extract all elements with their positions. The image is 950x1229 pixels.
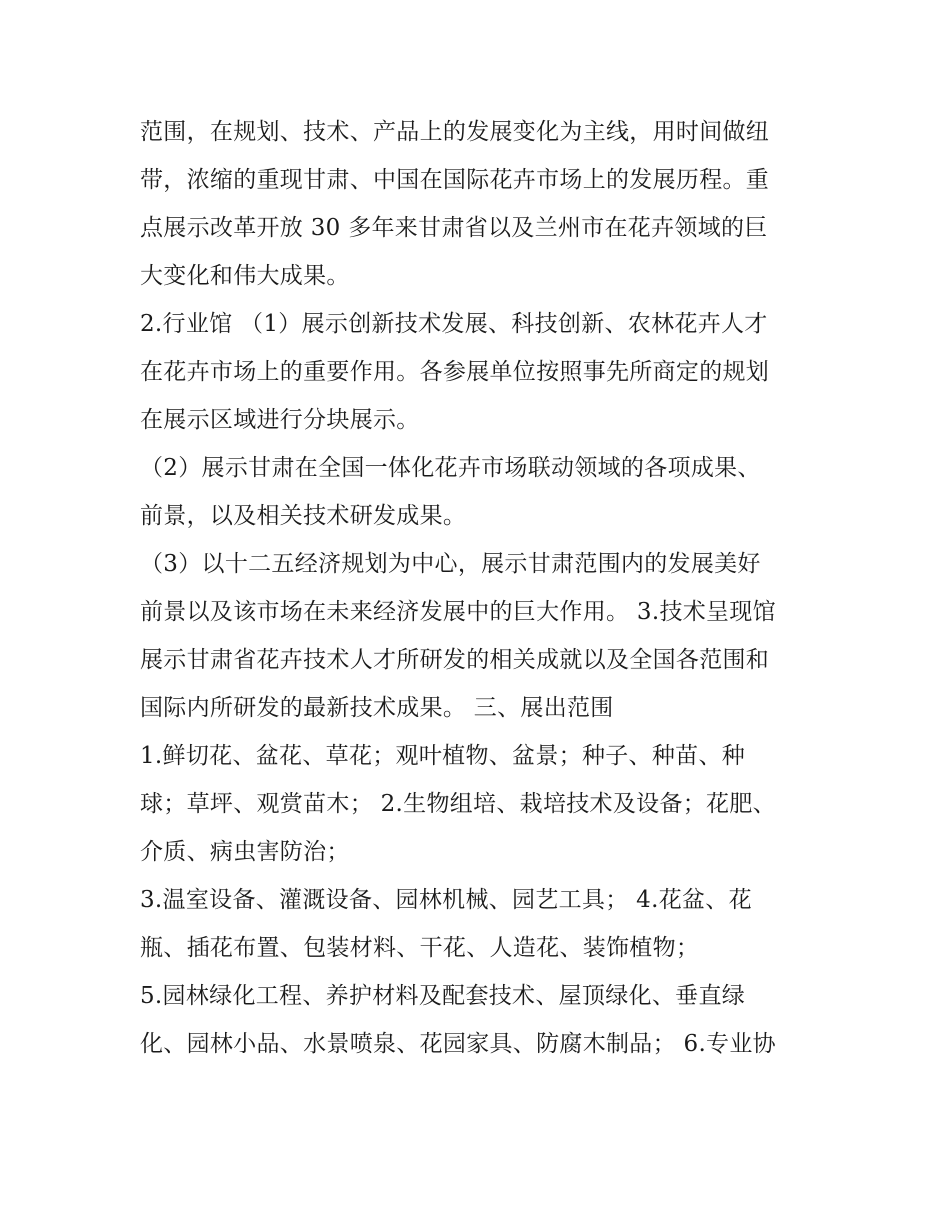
text-line: 大变化和伟大成果。 <box>140 263 350 289</box>
text-line: （2）展示甘肃在全国一体化花卉市场联动领域的各项成果、 <box>140 455 761 481</box>
text-line: 1.鲜切花、盆花、草花；观叶植物、盆景；种子、种苗、种 <box>140 743 746 769</box>
text-line: 球；草坪、观赏苗木； 2.生物组培、栽培技术及设备；花肥、 <box>140 791 776 817</box>
text-line: 3.温室设备、灌溉设备、园林机械、园艺工具； 4.花盆、花 <box>140 887 752 913</box>
text-line: （3）以十二五经济规划为中心，展示甘肃范围内的发展美好 <box>140 551 761 577</box>
text-line: 介质、病虫害防治； <box>140 839 350 865</box>
text-line: 带，浓缩的重现甘肃、中国在国际花卉市场上的发展历程。重 <box>140 167 770 193</box>
text-line: 前景以及该市场在未来经济发展中的巨大作用。 3.技术呈现馆 <box>140 599 776 625</box>
text-line: 5.园林绿化工程、养护材料及配套技术、屋顶绿化、垂直绿 <box>140 983 746 1009</box>
text-line: 前景，以及相关技术研发成果。 <box>140 503 467 529</box>
text-line: 2.行业馆 （1）展示创新技术发展、科技创新、农林花卉人才 <box>140 311 768 337</box>
text-line: 点展示改革开放 30 多年来甘肃省以及兰州市在花卉领域的巨 <box>140 215 768 241</box>
text-line: 瓶、插花布置、包装材料、干花、人造花、装饰植物； <box>140 935 700 961</box>
text-line: 国际内所研发的最新技术成果。 三、展出范围 <box>140 695 614 721</box>
text-line: 化、园林小品、水景喷泉、花园家具、防腐木制品； 6.专业协 <box>140 1031 776 1057</box>
text-line: 在花卉市场上的重要作用。各参展单位按照事先所商定的规划 <box>140 359 770 385</box>
text-line: 在展示区域进行分块展示。 <box>140 407 420 433</box>
text-line: 范围，在规划、技术、产品上的发展变化为主线，用时间做纽 <box>140 119 770 145</box>
document-body <box>140 108 830 1068</box>
text-line: 展示甘肃省花卉技术人才所研发的相关成就以及全国各范围和 <box>140 647 770 673</box>
